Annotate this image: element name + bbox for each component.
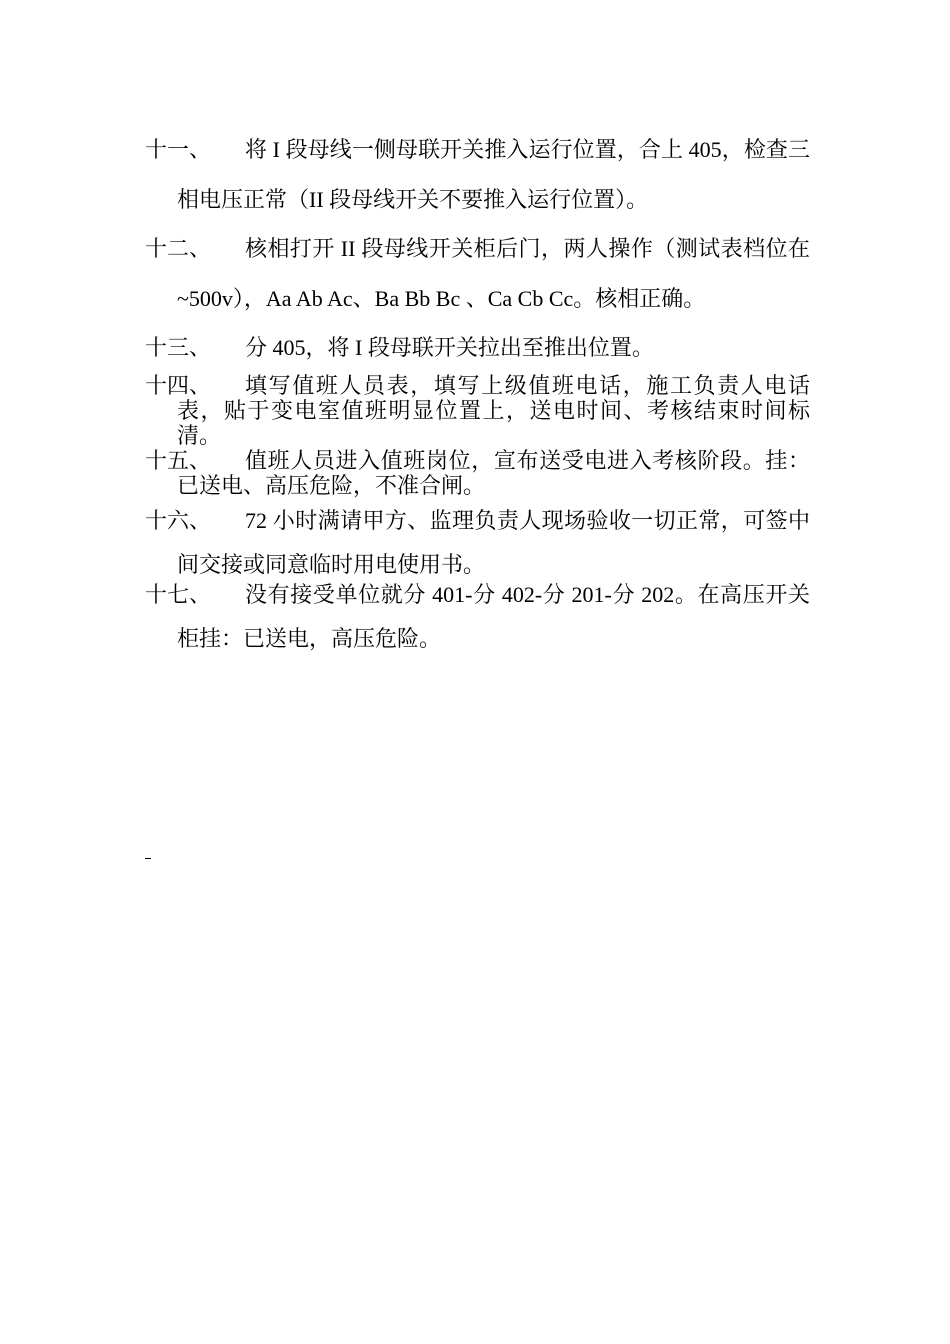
item-number: 十一、: [145, 137, 212, 162]
list-item: [145, 573, 810, 661]
item-text: 没有接受单位就分 401-分 402-分 201-分 202。在高压开关柜挂：已送电，高压危险。: [177, 582, 810, 651]
list-item: [145, 224, 810, 324]
list-item: [145, 448, 810, 498]
item-text: 填写值班人员表，填写上级值班电话，施工负责人电话表，贴于变电室值班明显位置上，送电时间、考核结束时间标清。: [177, 373, 810, 448]
item-number: 十四、: [145, 373, 212, 398]
item-text: 72 小时满请甲方、监理负责人现场验收一切正常，可签中间交接或同意临时用电使用书。: [177, 508, 810, 577]
item-number: 十二、: [145, 236, 212, 261]
list-item: [145, 373, 810, 448]
item-text: 核相打开 II 段母线开关柜后门，两人操作（测试表档位在~500v），Aa Ab Ac、Ba Bb Bc 、Ca Cb Cc。核相正确。: [177, 236, 810, 311]
stray-mark: [145, 858, 151, 859]
item-text: 值班人员进入值班岗位，宣布送受电进入考核阶段。挂：已送电、高压危险，不准合闸。: [177, 448, 810, 498]
item-number: 十三、: [145, 335, 212, 360]
item-number: 十七、: [145, 582, 212, 607]
item-number: 十六、: [145, 508, 212, 533]
item-text: 分 405，将 I 段母联开关拉出至推出位置。: [245, 335, 654, 360]
item-number: 十五、: [145, 448, 212, 473]
list-item: [145, 125, 810, 225]
list-item: [145, 323, 810, 373]
item-text: 将 I 段母线一侧母联开关推入运行位置，合上 405，检查三相电压正常（II 段母线开关不要推入运行位置）。: [177, 137, 810, 212]
